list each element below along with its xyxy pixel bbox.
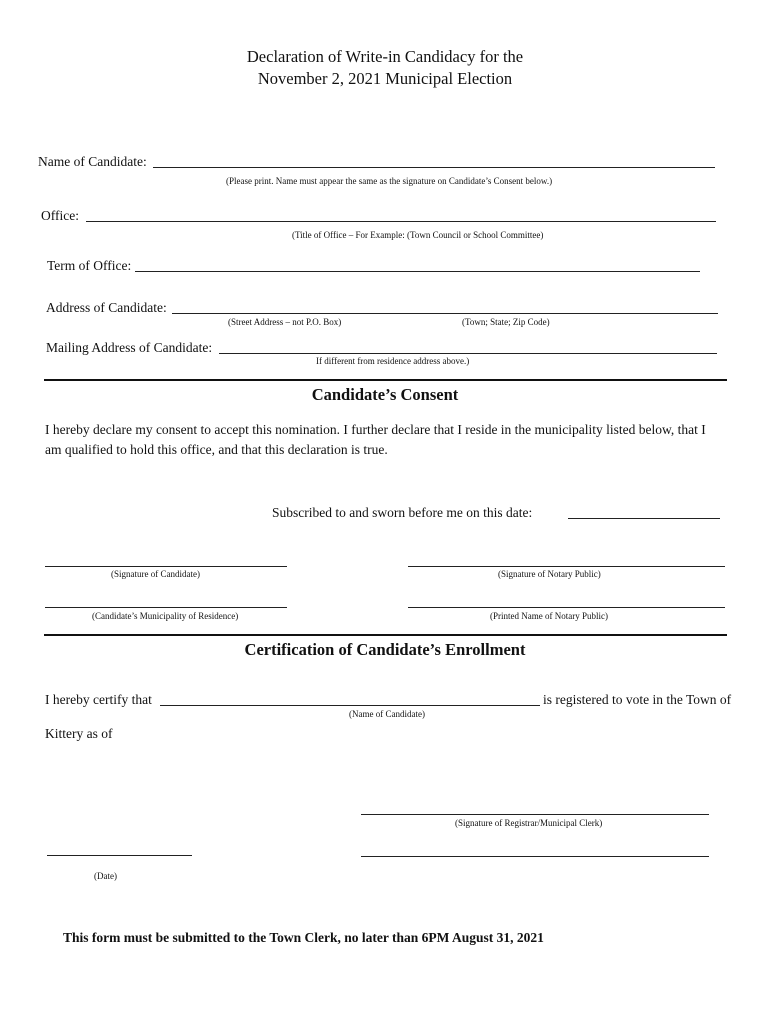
certified-candidate-name-field[interactable] bbox=[160, 691, 540, 706]
sworn-date-label: Subscribed to and sworn before me on this date: bbox=[272, 505, 533, 520]
term-of-office-label: Term of Office: bbox=[47, 258, 132, 273]
office-field[interactable] bbox=[86, 207, 716, 222]
term-of-office-field[interactable] bbox=[135, 257, 700, 272]
certify-prefix: I hereby certify that bbox=[45, 692, 152, 707]
address-label: Address of Candidate: bbox=[46, 300, 167, 315]
section-divider bbox=[44, 379, 727, 381]
certified-name-hint: (Name of Candidate) bbox=[349, 709, 425, 719]
form-title-line-2: November 2, 2021 Municipal Election bbox=[257, 69, 513, 88]
registrar-second-line[interactable] bbox=[361, 856, 709, 857]
notary-signature-hint: (Signature of Notary Public) bbox=[498, 569, 601, 579]
consent-text: I hereby declare my consent to accept this nomination. I further declare that I reside in the municipality listed below, that I am qualified to hold this office, and that this declaration is true. bbox=[45, 422, 706, 457]
candidate-signature-line[interactable] bbox=[45, 566, 287, 567]
certification-date-field[interactable] bbox=[47, 841, 192, 856]
notary-signature-line[interactable] bbox=[408, 566, 725, 567]
section-divider bbox=[44, 634, 727, 636]
candidate-name-label: Name of Candidate: bbox=[38, 154, 147, 169]
town-as-of-text: Kittery as of bbox=[45, 726, 113, 741]
candidate-signature-hint: (Signature of Candidate) bbox=[111, 569, 200, 579]
candidate-name-hint: (Please print. Name must appear the same as the signature on Candidate’s Consent below.) bbox=[226, 176, 553, 186]
certify-suffix: is registered to vote in the Town of bbox=[543, 692, 732, 707]
address-field[interactable] bbox=[172, 299, 718, 314]
address-town-hint: (Town; State; Zip Code) bbox=[462, 317, 550, 327]
consent-heading: Candidate’s Consent bbox=[311, 385, 459, 404]
mailing-address-field[interactable] bbox=[219, 339, 717, 354]
form-title-line-1: Declaration of Write-in Candidacy for the bbox=[246, 47, 524, 66]
mailing-address-label: Mailing Address of Candidate: bbox=[46, 340, 213, 355]
candidate-name-field[interactable] bbox=[153, 153, 715, 168]
certification-heading: Certification of Candidate’s Enrollment bbox=[244, 640, 526, 659]
office-hint: (Title of Office – For Example: (Town Council or School Committee) bbox=[292, 230, 544, 240]
notary-name-field[interactable] bbox=[408, 593, 725, 608]
registrar-signature-hint: (Signature of Registrar/Municipal Clerk) bbox=[455, 818, 603, 828]
address-street-hint: (Street Address – not P.O. Box) bbox=[228, 317, 342, 327]
sworn-date-field[interactable] bbox=[568, 504, 720, 519]
municipality-hint: (Candidate’s Municipality of Residence) bbox=[92, 611, 239, 621]
office-label: Office: bbox=[41, 208, 79, 223]
certification-date-hint: (Date) bbox=[94, 871, 117, 881]
mailing-address-hint: If different from residence address above.) bbox=[316, 356, 470, 366]
submission-deadline-notice: This form must be submitted to the Town Clerk, no later than 6PM August 31, 2021 bbox=[63, 930, 544, 945]
registrar-signature-line[interactable] bbox=[361, 814, 709, 815]
municipality-field[interactable] bbox=[45, 593, 287, 608]
notary-name-hint: (Printed Name of Notary Public) bbox=[490, 611, 608, 621]
